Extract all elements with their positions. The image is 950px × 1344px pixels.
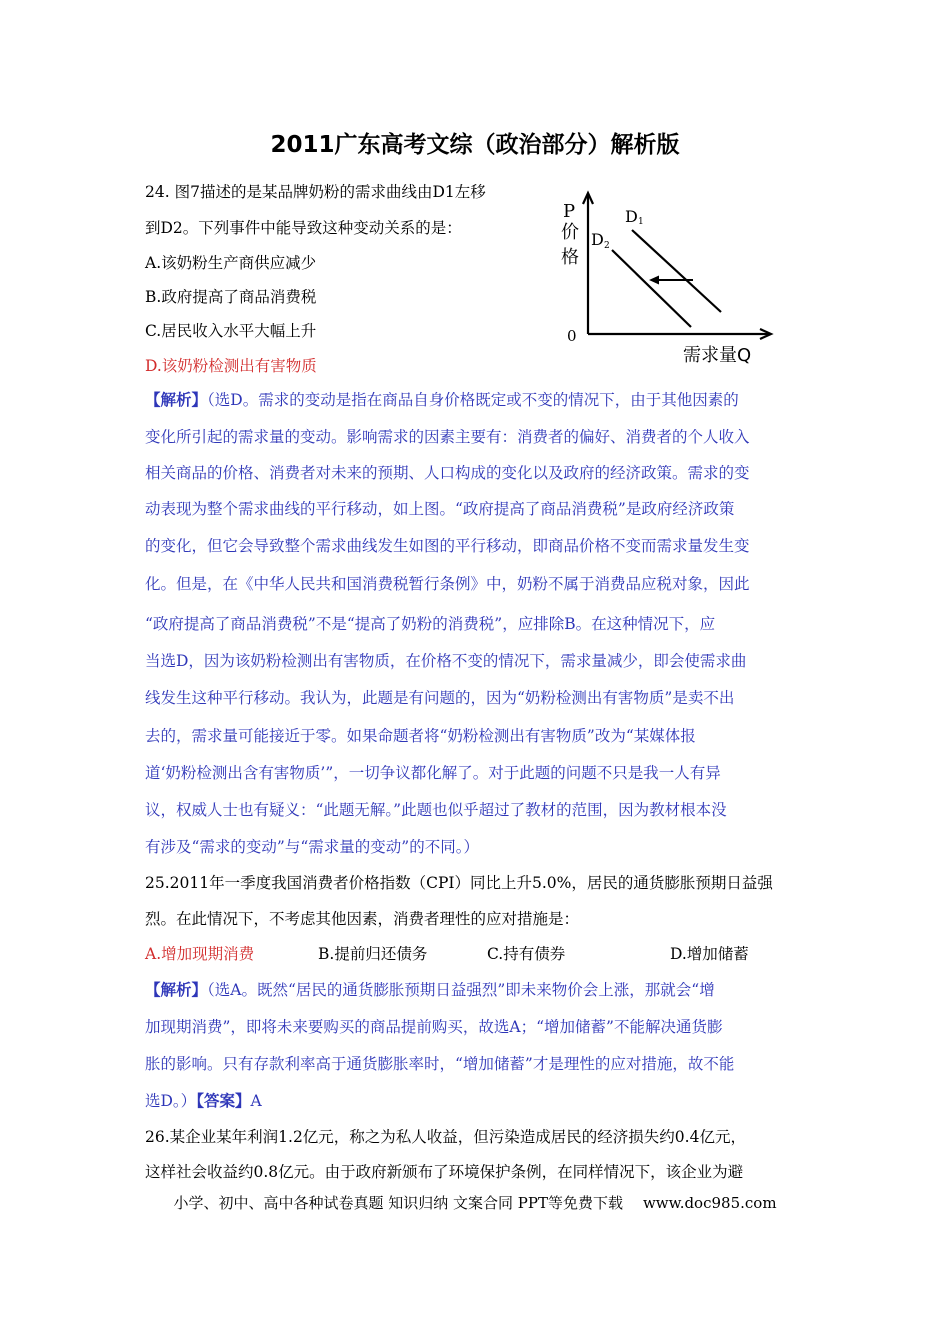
q24-analysis-line: 线发生这种平行移动。我认为，此题是有问题的，因为“奶粉检测出有害物质”是卖不出 [145, 689, 735, 707]
d2-subscript: 2 [604, 241, 610, 251]
demand-curve-d2 [612, 250, 691, 327]
d2-label: D [591, 230, 604, 249]
shift-arrow-head [649, 276, 659, 285]
q25-option-a-correct: A.增加现期消费 [145, 945, 255, 963]
q24-option-c: C.居民收入水平大幅上升 [145, 322, 317, 340]
page-footer [0, 1192, 950, 1213]
q25-option-d: D.增加储蓄 [670, 945, 749, 963]
q25-analysis-line: 胀的影响。只有存款利率高于通货膨胀率时，“增加储蓄”才是理性的应对措施，故不能 [145, 1055, 735, 1073]
q25-stem-line-2: 烈。在此情况下，不考虑其他因素，消费者理性的应对措施是： [145, 910, 580, 928]
q26-stem-line-1: 26.某企业某年利润1.2亿元，称之为私人收益，但污染造成居民的经济损失约0.4亿元， [145, 1128, 746, 1146]
q25-analysis-line: 【解析】（选A。既然“居民的通货膨胀预期日益强烈”即未来物价会上涨，那就会“增 [145, 980, 715, 999]
origin-label: 0 [567, 327, 577, 345]
price-label-char-1: 价 [561, 222, 579, 243]
q26-stem-line-2: 这样社会收益约0.8亿元。由于政府新颁布了环境保护条例，在同样情况下，该企业为避 [145, 1163, 744, 1181]
price-p-label: P [563, 201, 576, 222]
q24-analysis-line: “政府提高了商品消费税”不是“提高了奶粉的消费税”，应排除B。在这种情况下，应 [145, 615, 716, 633]
q24-analysis-line: 【解析】（选D。需求的变动是指在商品自身价格既定或不变的情况下，由于其他因素的 [145, 390, 739, 409]
q24-analysis-line: 有涉及“需求的变动”与“需求量的变动”的不同。） [145, 838, 479, 856]
q24-analysis-line: 化。但是，在《中华人民共和国消费税暂行条例》中，奶粉不属于消费品应税对象，因此 [145, 575, 750, 593]
q25-stem-line-1: 25.2011年一季度我国消费者价格指数（CPI）同比上升5.0%，居民的通货膨胀预期日益强 [145, 874, 773, 892]
q24-analysis-line: 议，权威人士也有疑义：“此题无解。”此题也似乎超过了教材的范围，因为教材根本没 [145, 801, 727, 819]
q25-answer-tag: 【答案】 [196, 1091, 251, 1110]
d1-subscript: 1 [638, 217, 644, 227]
q25-option-c: C.持有债券 [487, 945, 566, 963]
q25-analysis-line: 选D。）【答案】A [145, 1091, 262, 1110]
q25-option-b: B.提前归还债务 [318, 945, 428, 963]
q25-answer: A [250, 1092, 262, 1110]
q24-analysis-line: 相关商品的价格、消费者对未来的预期、人口构成的变化以及政府的经济政策。需求的变 [145, 464, 750, 482]
q24-analysis-line: 动表现为整个需求曲线的平行移动，如上图。“政府提高了商品消费税”是政府经济政策 [145, 500, 735, 518]
q24-option-d-correct: D.该奶粉检测出有害物质 [145, 357, 317, 375]
footer-site-link[interactable]: www.doc985.com [642, 1194, 777, 1212]
q24-stem-line-2: 到D2。下列事件中能导致这种变动关系的是： [145, 219, 462, 237]
q24-option-a: A.该奶粉生产商供应减少 [145, 254, 317, 272]
q24-option-b: B.政府提高了商品消费税 [145, 288, 317, 306]
quantity-axis-label: 需求量Q [683, 345, 752, 366]
demand-curve-d1 [632, 230, 721, 312]
footer-text: 小学、初中、高中各种试卷真题 知识归纳 文案合同 PPT等免费下载 [173, 1194, 623, 1212]
price-label-char-2: 格 [561, 247, 579, 268]
q24-analysis-line: 道‘奶粉检测出含有害物质’”，一切争议都化解了。对于此题的问题不只是我一人有异 [145, 764, 721, 782]
q24-analysis-line: 当选D，因为该奶粉检测出有害物质，在价格不变的情况下，需求量减少，即会使需求曲 [145, 652, 747, 670]
q25-analysis-line: 加现期消费”，即将未来要购买的商品提前购买，故选A；“增加储蓄”不能解决通货膨 [145, 1018, 723, 1036]
d1-label: D [625, 207, 638, 226]
q24-stem-line-1: 24. 图7描述的是某品牌奶粉的需求曲线由D1左移 [145, 183, 486, 201]
q25-analysis-tag: 【解析】 [145, 980, 208, 999]
q24-analysis-tag: 【解析】 [145, 390, 208, 409]
q24-analysis-line: 变化所引起的需求量的变动。影响需求的因素主要有：消费者的偏好、消费者的个人收入 [145, 428, 750, 446]
q24-analysis-line: 的变化，但它会导致整个需求曲线发生如图的平行移动，即商品价格不变而需求量发生变 [145, 537, 750, 555]
page-title: 2011广东高考文综（政治部分）解析版 [270, 132, 680, 158]
q24-analysis-line: 去的，需求量可能接近于零。如果命题者将“奶粉检测出有害物质”改为“某媒体报 [145, 727, 696, 745]
demand-curve-graph [555, 190, 785, 370]
